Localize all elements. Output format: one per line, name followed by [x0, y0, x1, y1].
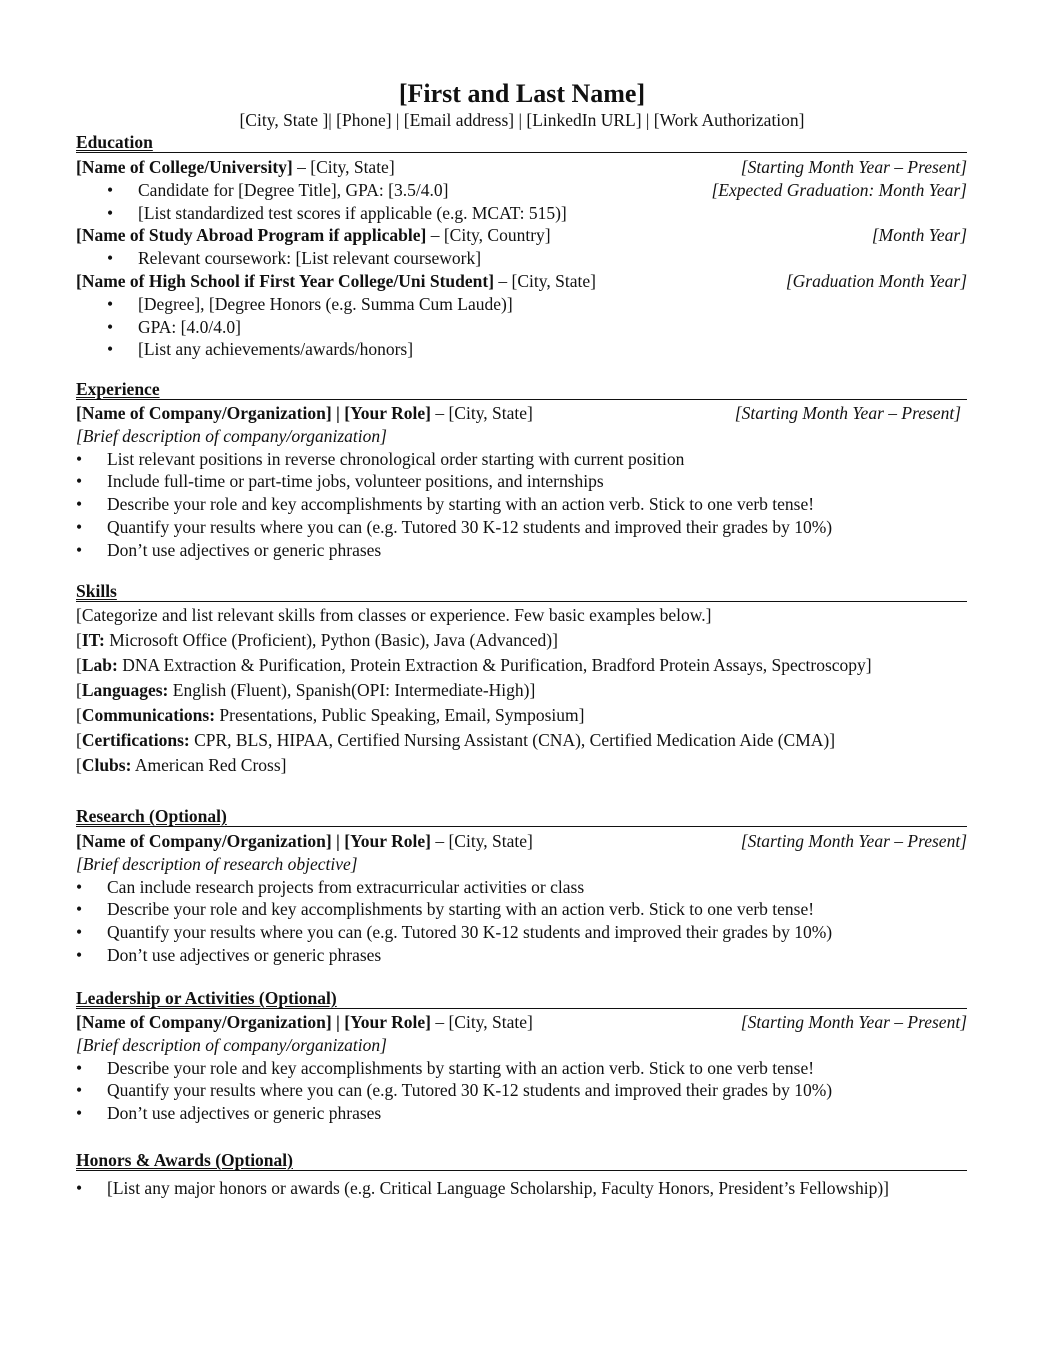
- leadership-org-row: [76, 1011, 967, 1034]
- research-heading: Research (Optional): [76, 807, 967, 827]
- experience-dates: [Starting Month Year – Present]: [734, 403, 961, 423]
- skills-line: [76, 703, 967, 728]
- list-item: [76, 448, 967, 471]
- highschool-dates: [Graduation Month Year]: [785, 270, 967, 291]
- list-item: [76, 516, 967, 539]
- college-dates: [Starting Month Year – Present]: [740, 157, 967, 177]
- education-heading: Education: [76, 133, 967, 153]
- research-description: [Brief description of research objective]: [76, 853, 358, 874]
- research-org-row: [76, 830, 967, 853]
- experience-description: [Brief description of company/organization]: [76, 425, 387, 446]
- highschool-row: [76, 270, 967, 293]
- experience-bullet: List relevant positions in reverse chronological order starting with current position: [107, 448, 685, 469]
- skills-label: Lab:: [81, 655, 118, 675]
- experience-bullet: Describe your role and key accomplishments by starting with an action verb. Stick to one verb tense!: [107, 494, 815, 515]
- list-item: [76, 944, 967, 967]
- bracket: [: [76, 655, 82, 675]
- leadership-description: [Brief description of company/organization]: [76, 1034, 387, 1055]
- leadership-bullet: Don’t use adjectives or generic phrases: [107, 1103, 382, 1124]
- research-bullet: Quantify your results where you can (e.g. Tutored 30 K-12 students and improved their grades by 10%): [107, 922, 833, 943]
- research-section: [76, 807, 967, 967]
- bracket: [: [76, 705, 82, 725]
- list-item: [76, 876, 967, 899]
- college-row: [76, 156, 967, 179]
- education-section: [76, 133, 967, 361]
- experience-org-row: [76, 402, 967, 425]
- list-item: [76, 921, 967, 944]
- skills-text: English (Fluent), Spanish(OPI: Intermediate-High)]: [168, 680, 536, 700]
- skills-text: Presentations, Public Speaking, Email, Symposium]: [215, 705, 585, 725]
- skills-label: Certifications:: [81, 730, 190, 750]
- list-item: [76, 179, 967, 202]
- skills-line: [76, 653, 967, 678]
- skills-intro: [Categorize and list relevant skills from classes or experience. Few basic examples below.]: [76, 605, 712, 625]
- experience-heading: Experience: [76, 380, 967, 400]
- honors-section: [76, 1151, 967, 1200]
- college-degree: • Candidate for [Degree Title], GPA: [3.5/4.0]: [138, 179, 449, 200]
- leadership-heading: Leadership or Activities (Optional): [76, 989, 967, 1009]
- contact-line: [City, State ]| [Phone] | [Email address] | [LinkedIn URL] | [Work Authorization]: [239, 110, 805, 130]
- bracket: [: [76, 730, 82, 750]
- bracket: [: [76, 680, 82, 700]
- abroad-coursework: Relevant coursework: [List relevant coursework]: [138, 248, 482, 269]
- list-item: [76, 898, 967, 921]
- skills-text: American Red Cross]: [131, 755, 287, 775]
- list-item: [76, 470, 967, 493]
- list-item: [76, 247, 967, 270]
- research-bullet: Describe your role and key accomplishments by starting with an action verb. Stick to one verb tense!: [107, 899, 815, 920]
- honors-bullet: [List any major honors or awards (e.g. Critical Language Scholarship, Faculty Honors, President’s Fellowship)]: [107, 1178, 889, 1198]
- skills-label: Languages:: [81, 680, 169, 700]
- college-test-scores: [List standardized test scores if applicable (e.g. MCAT: 515)]: [138, 202, 567, 223]
- abroad-row: [76, 224, 967, 247]
- leadership-section: [76, 989, 967, 1125]
- list-item: [76, 1057, 967, 1080]
- skills-section: [76, 582, 967, 778]
- skills-line: [76, 728, 967, 753]
- skills-label: Communications:: [81, 705, 216, 725]
- bracket: [: [76, 755, 82, 775]
- college-name: [Name of College/University]: [76, 157, 293, 177]
- leadership-org: [Name of Company/Organization] | [Your Role]: [76, 1012, 431, 1032]
- skills-label: Clubs:: [81, 755, 132, 775]
- highschool-name: [Name of High School if First Year College/Uni Student]: [76, 270, 495, 291]
- skills-text: CPR, BLS, HIPAA, Certified Nursing Assistant (CNA), Certified Medication Aide (CMA)]: [189, 730, 836, 750]
- experience-bullet: Don’t use adjectives or generic phrases: [107, 539, 382, 560]
- highschool-achievements: [List any achievements/awards/honors]: [138, 339, 414, 360]
- experience-section: [76, 380, 967, 562]
- skills-text: DNA Extraction & Purification, Protein Extraction & Purification, Bradford Protein Assays, Spectroscopy]: [117, 655, 872, 675]
- skills-text: Microsoft Office (Proficient), Python (Basic), Java (Advanced)]: [104, 630, 558, 650]
- skills-line: [76, 628, 967, 653]
- list-item: [76, 539, 967, 562]
- bracket: [: [76, 630, 82, 650]
- list-item: [76, 1102, 967, 1125]
- list-item: [76, 1177, 967, 1200]
- highschool-gpa: GPA: [4.0/4.0]: [138, 316, 241, 337]
- leadership-bullet: Quantify your results where you can (e.g. Tutored 30 K-12 students and improved their grades by 10%): [107, 1080, 833, 1101]
- list-item: [76, 1079, 967, 1102]
- highschool-location: – [City, State]: [494, 270, 596, 291]
- skills-line: [76, 678, 967, 703]
- candidate-name: [First and Last Name]: [398, 79, 646, 108]
- highschool-degree: [Degree], [Degree Honors (e.g. Summa Cum Laude)]: [138, 293, 513, 314]
- list-item: [76, 338, 967, 361]
- abroad-name: [Name of Study Abroad Program if applicable]: [76, 225, 427, 246]
- research-bullet: Can include research projects from extracurricular activities or class: [107, 876, 585, 897]
- leadership-bullet: Describe your role and key accomplishments by starting with an action verb. Stick to one verb tense!: [107, 1057, 815, 1078]
- list-item: [76, 202, 967, 225]
- leadership-dates: [Starting Month Year – Present]: [740, 1012, 967, 1032]
- experience-location: – [City, State]: [430, 403, 533, 423]
- college-location: – [City, State]: [292, 157, 395, 177]
- research-location: – [City, State]: [430, 831, 533, 851]
- abroad-dates: [Month Year]: [871, 225, 967, 246]
- college-graduation: [Expected Graduation: Month Year]: [711, 179, 967, 200]
- list-item: [76, 316, 967, 339]
- research-dates: [Starting Month Year – Present]: [740, 831, 967, 851]
- experience-org: [Name of Company/Organization] | [Your Role]: [76, 403, 431, 423]
- skills-label: IT:: [81, 630, 105, 650]
- experience-bullet: Quantify your results where you can (e.g. Tutored 30 K-12 students and improved their grades by 10%): [107, 516, 833, 537]
- abroad-location: – [City, Country]: [426, 225, 551, 246]
- leadership-location: – [City, State]: [430, 1012, 533, 1032]
- skills-line: [76, 753, 967, 778]
- honors-heading: Honors & Awards (Optional): [76, 1151, 967, 1171]
- research-bullet: Don’t use adjectives or generic phrases: [107, 944, 382, 965]
- list-item: [76, 493, 967, 516]
- research-org: [Name of Company/Organization] | [Your Role]: [76, 831, 431, 851]
- list-item: [76, 293, 967, 316]
- skills-heading: Skills: [76, 582, 967, 602]
- experience-bullet: Include full-time or part-time jobs, volunteer positions, and internships: [107, 471, 604, 492]
